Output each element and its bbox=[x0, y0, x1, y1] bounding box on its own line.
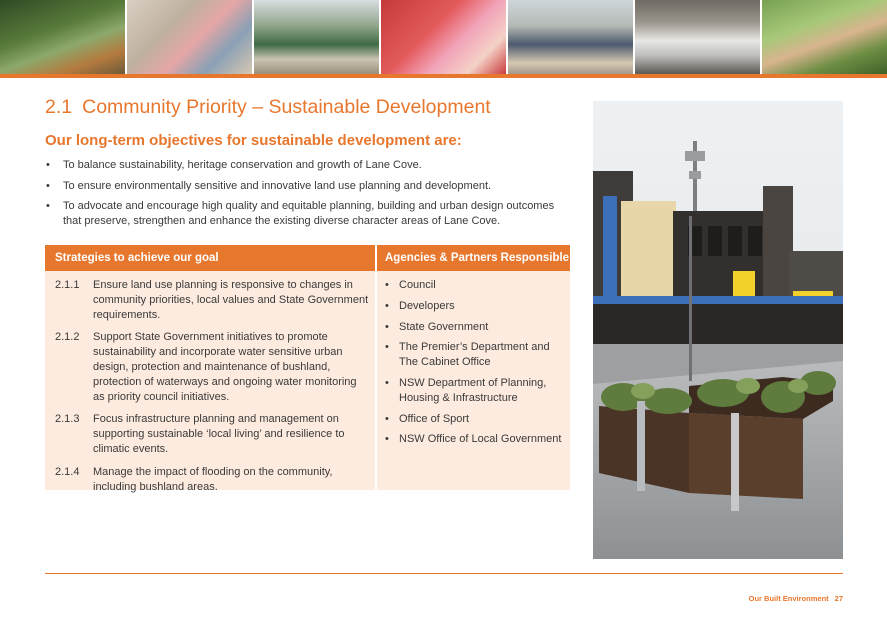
page-footer bbox=[749, 594, 843, 603]
agency-item: • State Government bbox=[385, 320, 563, 335]
street-planters-photo bbox=[593, 101, 843, 559]
strategy-code: 2.1.3 bbox=[55, 413, 80, 426]
agency-item: • NSW Department of Planning, Housing & Infrastructure bbox=[385, 376, 563, 406]
banner-photo-bushland-waterfall bbox=[0, 0, 125, 74]
agencies-column-header: Agencies & Partners Responsible bbox=[385, 252, 570, 264]
strategy-item bbox=[55, 330, 370, 404]
banner-photo-plaza-shade bbox=[254, 0, 379, 74]
strategy-item bbox=[55, 465, 370, 495]
objective-item: • To ensure environmentally sensitive and innovative land use planning and development. bbox=[45, 179, 575, 194]
agency-item: • Council bbox=[385, 278, 563, 293]
objective-item: • To advocate and encourage high quality and equitable planning, building and urban design outcomes that preserve, strengthen and enhance the existing diverse character areas of Lane Cove. bbox=[45, 199, 575, 228]
strategy-item bbox=[55, 278, 370, 322]
section-title bbox=[45, 96, 491, 119]
page-number: 27 bbox=[834, 594, 843, 603]
agency-item: • Office of Sport bbox=[385, 412, 563, 427]
photo-banner bbox=[0, 0, 887, 74]
strategy-text: Focus infrastructure planning and management on supporting sustainable ‘local living’ and resilience to climatic events. bbox=[93, 413, 345, 455]
strategy-code: 2.1.4 bbox=[55, 465, 80, 478]
banner-photo-ev-charging bbox=[635, 0, 760, 74]
banner-photo-street-walk bbox=[508, 0, 633, 74]
agencies-list bbox=[385, 278, 563, 453]
objective-item: • To balance sustainability, heritage conservation and growth of Lane Cove. bbox=[45, 158, 575, 173]
objectives-list bbox=[45, 158, 575, 234]
strategies-list bbox=[55, 278, 370, 502]
footer-section-name: Our Built Environment bbox=[748, 594, 829, 603]
strategy-text: Support State Government initiatives to promote sustainability and incorporate water sensitive urban design, protection and maintenance of bushland, protection of waterways and ongoing water monitoring as priority council initiatives. bbox=[93, 331, 357, 403]
footer-rule bbox=[45, 573, 843, 574]
banner-photo-children-reading bbox=[381, 0, 506, 74]
banner-photo-community-planting bbox=[762, 0, 887, 74]
street-planters-illustration bbox=[593, 101, 843, 559]
section-title-text: Community Priority – Sustainable Development bbox=[82, 96, 491, 118]
table-header bbox=[45, 245, 570, 271]
banner-photo-family-garden bbox=[127, 0, 252, 74]
strategy-code: 2.1.1 bbox=[55, 279, 80, 291]
strategies-column-header: Strategies to achieve our goal bbox=[55, 252, 219, 264]
objectives-heading: Our long-term objectives for sustainable development are: bbox=[45, 132, 462, 149]
agency-item: • Developers bbox=[385, 299, 563, 314]
column-divider bbox=[375, 245, 377, 490]
strategies-table bbox=[45, 245, 570, 493]
banner-accent-rule bbox=[0, 74, 887, 78]
agency-item: • NSW Office of Local Government bbox=[385, 432, 563, 447]
strategy-item bbox=[55, 412, 370, 456]
section-number: 2.1 bbox=[45, 96, 73, 118]
strategy-code: 2.1.2 bbox=[55, 331, 80, 344]
strategy-text: Ensure land use planning is responsive to changes in community priorities, local values and State Government requirements. bbox=[93, 279, 369, 321]
strategy-text: Manage the impact of flooding on the community, including bushland areas. bbox=[93, 465, 333, 493]
agency-item: • The Premier’s Department and The Cabinet Office bbox=[385, 340, 563, 370]
